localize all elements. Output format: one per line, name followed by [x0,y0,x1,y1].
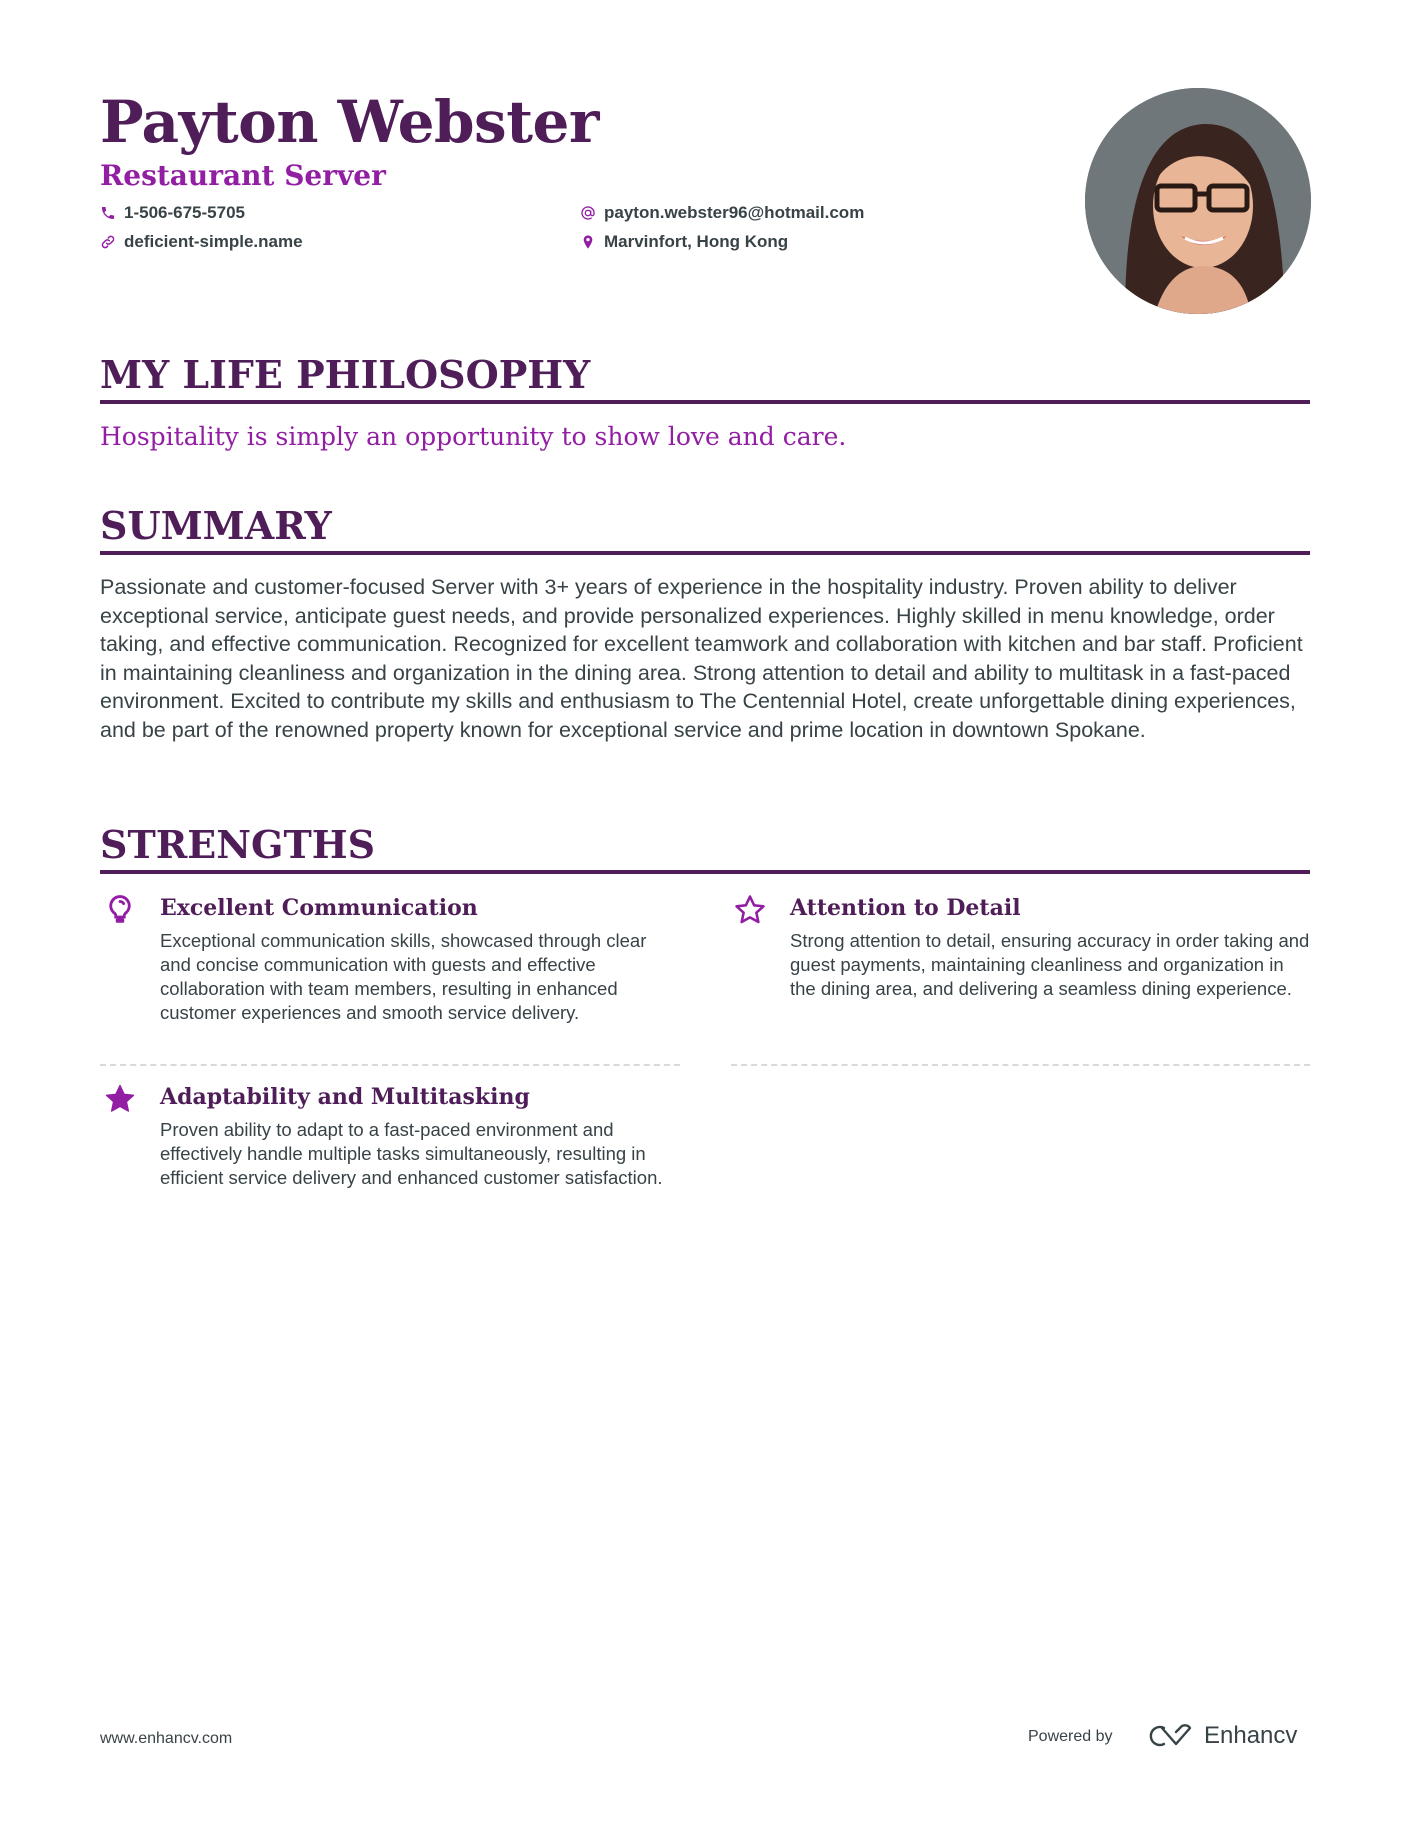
footer-powered-by: Powered by [1028,1728,1113,1745]
enhancv-logo[interactable] [1146,1722,1297,1750]
strength-title: Adaptability and Multitasking [160,1084,530,1110]
phone-icon [100,205,116,221]
location-text: Marvinfort, Hong Kong [604,232,789,251]
strength-item [100,893,680,1025]
contact-location [580,231,788,253]
strength-description: Strong attention to detail, ensuring accuracy in order taking and guest payments, maintaining cleanliness and organization in the dining area, and delivering a seamless dining experience. [790,930,1310,999]
star-outline-icon [730,893,770,929]
philosophy-quote: Hospitality is simply an opportunity to show love and care. [100,422,847,451]
footer-website-link[interactable]: www.enhancv.com [100,1730,233,1747]
enhancv-brand-name: Enhancv [1204,1722,1298,1749]
contact-email[interactable] [580,202,864,224]
map-pin-icon [580,234,596,250]
at-icon [580,205,596,221]
job-title: Restaurant Server [100,159,386,192]
email-address[interactable]: payton.webster96@hotmail.com [604,203,865,222]
strength-description: Exceptional communication skills, showcased through clear and concise communication with guests and effective collaboration with team members, resulting in enhanced customer experiences and smooth service delivery. [160,930,647,1023]
star-filled-icon [100,1082,140,1118]
contact-website[interactable] [100,231,303,253]
lightbulb-icon [100,893,140,929]
strength-title: Attention to Detail [790,895,1021,921]
section-heading-strengths: STRENGTHS [100,822,1310,874]
strength-item [100,1082,680,1190]
link-icon [100,234,116,250]
website-link[interactable]: deficient-simple.name [124,232,303,251]
section-heading-summary: SUMMARY [100,503,1310,555]
strength-divider [100,1064,680,1066]
profile-photo [1085,88,1311,314]
enhancv-logo-icon [1146,1722,1194,1750]
strength-title: Excellent Communication [160,895,478,921]
strength-item [730,893,1310,1001]
candidate-name: Payton Webster [100,88,599,156]
summary-text: Passionate and customer-focused Server with 3+ years of experience in the hospitality industry. Proven ability to deliver exceptional service, anticipate guest needs, and provide personalized experiences. Highly skilled in menu knowledge, order taking, and effective communication. Recognized for excellent teamwork and collaboration with kitchen and bar staff. Proficient in maintaining cleanliness and organization in the dining area. Strong attention to detail and ability to multitask in a fast-paced environment. Excited to contribute my skills and enthusiasm to The Centennial Hotel, create unforgettable dining experiences, and be part of the renowned property known for exceptional service and prime location in downtown Spokane. [100,575,1303,742]
phone-number: 1-506-675-5705 [124,203,245,222]
strength-description: Proven ability to adapt to a fast-paced environment and effectively handle multiple tasks simultaneously, resulting in efficient service delivery and enhanced customer satisfaction. [160,1119,663,1188]
strength-divider [731,1064,1310,1066]
contact-phone [100,202,245,224]
portrait-illustration [1085,88,1311,314]
section-heading-philosophy: MY LIFE PHILOSOPHY [100,352,1310,404]
